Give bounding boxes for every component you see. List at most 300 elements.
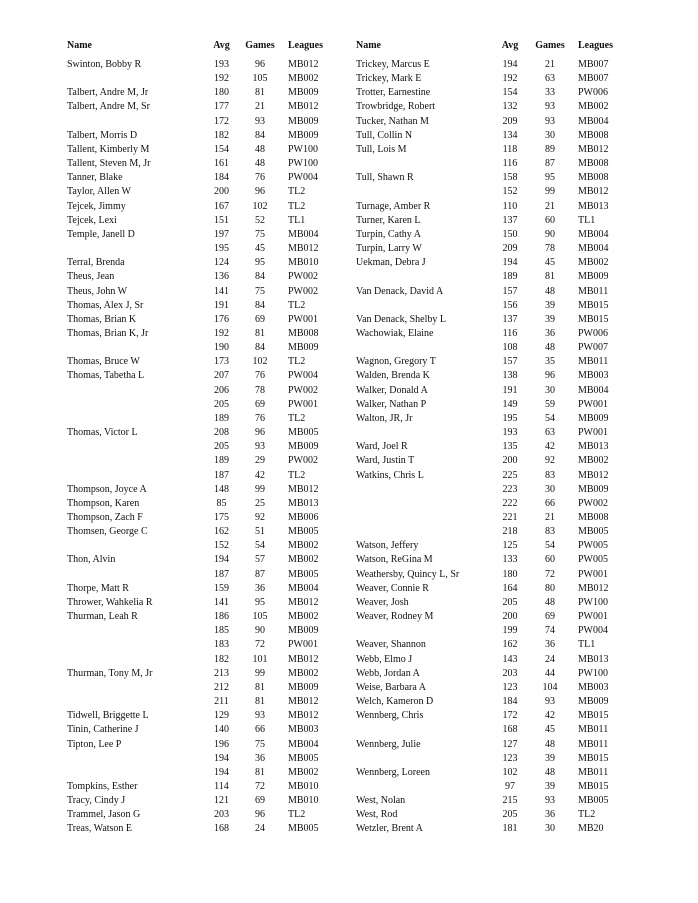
league-cell: MB008 (578, 158, 609, 170)
avg-cell: 148 (214, 483, 229, 495)
league-cell: MB011 (578, 285, 609, 297)
games-cell: 69 (545, 611, 555, 623)
table-row (356, 653, 634, 667)
league-cell: MB011 (578, 738, 609, 750)
name-cell (356, 723, 492, 737)
league-cell: TL2 (288, 200, 306, 212)
avg-cell: 194 (502, 257, 518, 269)
name-cell: Ward, Justin T (356, 455, 415, 467)
table-row (67, 355, 346, 369)
name-cell (67, 412, 205, 426)
right-column-block (356, 39, 634, 837)
name-cell: Thomas, Brian K, Jr (67, 327, 149, 339)
league-cell: MB002 (288, 540, 319, 552)
avg-cell: 194 (502, 59, 518, 70)
name-cell: Trotter, Earnestine (356, 87, 431, 99)
name-cell: Tinin, Catherine J (67, 724, 139, 736)
name-cell: Webb, Elmo J (356, 653, 413, 665)
name-cell (67, 681, 205, 695)
avg-cell: 97 (505, 780, 515, 792)
league-cell: PW100 (578, 596, 608, 608)
league-cell: MB009 (288, 342, 319, 354)
table-row (67, 822, 346, 836)
table-row (356, 157, 634, 171)
table-row (67, 709, 346, 723)
name-cell: Terral, Brenda (67, 257, 125, 269)
name-cell (67, 539, 205, 553)
table-row (356, 582, 634, 596)
table-row (356, 667, 634, 681)
games-cell: 39 (545, 752, 555, 764)
league-cell: PW001 (578, 398, 608, 410)
name-cell: Wetzler, Brent A (356, 823, 423, 835)
table-row (356, 384, 634, 398)
games-cell: 63 (545, 427, 555, 439)
games-cell: 42 (545, 710, 555, 722)
league-cell: MB005 (288, 427, 319, 439)
name-cell: Temple, Janell D (67, 228, 135, 240)
avg-cell: 157 (502, 285, 518, 297)
avg-cell: 168 (214, 823, 229, 835)
avg-cell: 207 (214, 370, 229, 382)
league-cell: MB015 (578, 780, 609, 792)
league-cell: PW004 (578, 625, 608, 637)
table-row (67, 723, 346, 737)
games-cell: 48 (545, 342, 555, 354)
games-cell: 63 (545, 73, 555, 85)
league-cell: MB012 (288, 243, 319, 255)
name-cell: Tanner, Blake (67, 172, 123, 184)
name-cell: Talbert, Morris D (67, 129, 138, 141)
league-cell: MB002 (288, 766, 319, 778)
games-cell: 83 (545, 526, 555, 538)
avg-cell: 200 (502, 611, 518, 623)
avg-cell: 154 (214, 143, 229, 155)
name-cell (67, 653, 205, 667)
games-cell: 29 (255, 455, 265, 467)
games-cell: 102 (252, 200, 268, 212)
league-cell: PW001 (578, 568, 608, 580)
avg-cell: 197 (214, 228, 229, 240)
league-cell: MB009 (288, 87, 319, 99)
name-cell (356, 270, 492, 284)
avg-cell: 121 (214, 795, 229, 807)
name-cell: Turpin, Cathy A (356, 228, 421, 240)
table-row (67, 228, 346, 242)
avg-cell: 150 (502, 228, 518, 240)
games-cell: 99 (255, 667, 265, 679)
league-cell: MB010 (288, 795, 319, 807)
table-row (67, 426, 346, 440)
avg-cell: 118 (502, 143, 518, 155)
name-cell: Van Denack, David A (356, 285, 444, 297)
games-cell: 76 (255, 172, 265, 184)
games-cell: 69 (255, 313, 265, 325)
name-cell (67, 752, 205, 766)
league-cell: PW007 (578, 342, 608, 354)
table-row (67, 610, 346, 624)
league-cell: MB002 (288, 73, 319, 85)
avg-cell: 140 (214, 724, 229, 736)
games-cell: 75 (255, 285, 265, 297)
avg-cell: 164 (502, 582, 518, 594)
league-cell: TL2 (288, 412, 306, 424)
league-cell: MB009 (578, 412, 609, 424)
games-cell: 93 (545, 696, 555, 708)
table-row (67, 483, 346, 497)
games-cell: 99 (255, 483, 265, 495)
table-row (356, 681, 634, 695)
league-cell: PW001 (578, 427, 608, 439)
league-cell: MB012 (288, 710, 319, 722)
avg-cell: 116 (502, 327, 518, 339)
name-cell: Thomsen, George C (67, 526, 148, 538)
games-cell: 81 (255, 327, 265, 339)
league-cell: MB20 (578, 823, 604, 835)
name-cell: Swinton, Bobby R (67, 59, 142, 70)
avg-cell: 152 (502, 186, 518, 198)
games-cell: 96 (545, 370, 555, 382)
games-cell: 92 (545, 455, 555, 467)
league-cell: TL2 (288, 299, 306, 311)
avg-cell: 175 (214, 512, 229, 523)
games-header: Games (535, 40, 565, 51)
name-cell: Ward, Joel R (356, 441, 408, 453)
league-cell: PW002 (578, 497, 608, 509)
name-cell (356, 299, 492, 313)
games-cell: 42 (255, 469, 265, 481)
avg-cell: 129 (214, 710, 229, 722)
league-cell: MB004 (578, 115, 609, 127)
games-cell: 95 (255, 596, 265, 608)
avg-cell: 189 (214, 455, 229, 467)
name-cell: Theus, John W (67, 285, 128, 297)
games-cell: 84 (255, 129, 265, 141)
name-cell: Tull, Lois M (356, 143, 407, 155)
name-cell (67, 384, 205, 398)
name-cell: Weaver, Connie R (356, 582, 429, 594)
avg-cell: 176 (214, 313, 229, 325)
table-row (67, 553, 346, 567)
table-row (67, 369, 346, 383)
name-cell: Thurman, Tony M, Jr (67, 667, 153, 679)
avg-cell: 189 (214, 412, 229, 424)
name-cell (67, 242, 205, 256)
avg-cell: 196 (214, 738, 229, 750)
table-row (356, 200, 634, 214)
games-cell: 30 (545, 823, 555, 835)
games-cell: 24 (545, 653, 555, 665)
league-cell: MB008 (288, 327, 319, 339)
games-cell: 93 (545, 101, 555, 113)
name-cell (67, 115, 205, 129)
name-cell: Tallent, Kimberly M (67, 143, 150, 155)
games-cell: 76 (255, 370, 265, 382)
avg-cell: 125 (502, 540, 518, 552)
name-cell (67, 440, 205, 454)
name-cell (67, 568, 205, 582)
avg-cell: 184 (214, 172, 229, 184)
name-cell: Walker, Donald A (356, 384, 428, 396)
games-cell: 84 (255, 299, 265, 311)
table-row (67, 157, 346, 171)
table-row (67, 72, 346, 86)
league-cell: MB004 (288, 228, 319, 240)
table-row (67, 440, 346, 454)
league-cell: MB003 (288, 724, 319, 736)
table-row (67, 780, 346, 794)
name-cell: Talbert, Andre M, Jr (67, 87, 149, 99)
name-cell: Thompson, Karen (67, 497, 140, 509)
avg-cell: 161 (214, 158, 229, 170)
name-cell: Tejcek, Jimmy (67, 200, 126, 212)
table-row (67, 100, 346, 114)
avg-cell: 162 (214, 526, 229, 538)
games-cell: 99 (545, 186, 555, 198)
avg-cell: 149 (502, 398, 518, 410)
avg-cell: 167 (214, 200, 229, 212)
league-cell: MB005 (288, 526, 319, 538)
games-cell: 83 (545, 469, 555, 481)
league-cell: MB012 (288, 483, 319, 495)
table-row (67, 469, 346, 483)
avg-cell: 183 (214, 639, 229, 651)
name-header: Name (67, 40, 92, 51)
games-cell: 35 (545, 356, 555, 368)
table-row (356, 341, 634, 355)
games-cell: 81 (545, 271, 555, 283)
league-cell: MB005 (288, 752, 319, 764)
league-cell: TL2 (578, 809, 596, 821)
avg-cell: 200 (502, 455, 518, 467)
games-cell: 30 (545, 483, 555, 495)
games-cell: 21 (545, 200, 555, 212)
league-cell: MB002 (578, 101, 609, 113)
league-cell: MB009 (288, 129, 319, 141)
name-cell: Thomas, Brian K (67, 313, 137, 325)
games-cell: 102 (252, 356, 268, 368)
name-cell: Tidwell, Briggette L (67, 710, 149, 722)
avg-cell: 191 (214, 299, 229, 311)
name-cell: Tipton, Lee P (67, 738, 122, 750)
name-cell (356, 483, 492, 497)
name-cell: Trowbridge, Robert (356, 101, 436, 113)
games-cell: 48 (545, 596, 555, 608)
league-cell: MB012 (288, 696, 319, 708)
table-row (356, 327, 634, 341)
avg-cell: 205 (502, 809, 518, 821)
name-cell (67, 766, 205, 780)
table-row (356, 355, 634, 369)
name-cell (356, 426, 492, 440)
games-cell: 48 (545, 738, 555, 750)
league-cell: MB009 (288, 115, 319, 127)
avg-cell: 123 (502, 752, 518, 764)
table-row (67, 582, 346, 596)
avg-cell: 152 (214, 540, 229, 552)
games-cell: 95 (255, 257, 265, 269)
name-cell: Theus, Jean (67, 271, 115, 283)
league-cell: MB012 (288, 653, 319, 665)
games-cell: 42 (545, 441, 555, 453)
name-cell: Treas, Watson E (67, 823, 133, 835)
avg-cell: 135 (502, 441, 518, 453)
games-cell: 78 (545, 243, 555, 255)
name-cell: Thrower, Wahkelia R (67, 596, 153, 608)
table-row (356, 539, 634, 553)
league-cell: MB005 (288, 823, 319, 835)
league-cell: MB007 (578, 59, 609, 70)
league-cell: PW004 (288, 370, 318, 382)
games-header: Games (245, 40, 275, 51)
avg-cell: 184 (502, 696, 518, 708)
name-cell: Thompson, Joyce A (67, 483, 147, 495)
name-cell (356, 497, 492, 511)
avg-cell: 108 (502, 342, 518, 354)
games-cell: 54 (545, 540, 555, 552)
games-cell: 54 (255, 540, 265, 552)
league-cell: PW004 (288, 172, 318, 184)
games-cell: 78 (255, 384, 265, 396)
name-cell: Van Denack, Shelby L (356, 313, 446, 325)
avg-cell: 124 (214, 257, 229, 269)
games-cell: 51 (255, 526, 265, 538)
name-cell: Trickey, Mark E (356, 73, 422, 85)
table-row (67, 638, 346, 652)
league-cell: MB011 (578, 356, 609, 368)
name-cell: Tejcek, Lexi (67, 214, 117, 226)
name-cell: Weise, Barbara A (356, 681, 426, 693)
name-cell: Wennberg, Julie (356, 738, 421, 750)
avg-cell: 203 (214, 809, 229, 821)
games-cell: 96 (255, 809, 265, 821)
left-bowler-table (67, 39, 346, 837)
league-cell: TL1 (578, 214, 596, 226)
table-row (356, 242, 634, 256)
games-cell: 72 (255, 639, 265, 651)
league-cell: MB011 (578, 766, 609, 778)
name-cell: Wennberg, Chris (356, 710, 424, 722)
table-row (356, 440, 634, 454)
name-cell (356, 624, 492, 638)
avg-cell: 114 (214, 780, 229, 792)
name-cell: Turnage, Amber R (356, 200, 431, 212)
table-row (356, 299, 634, 313)
league-cell: MB003 (578, 370, 609, 382)
league-cell: MB012 (288, 59, 319, 70)
avg-cell: 116 (502, 158, 518, 170)
games-cell: 30 (545, 384, 555, 396)
table-row (356, 624, 634, 638)
table-row (67, 568, 346, 582)
games-cell: 69 (255, 795, 265, 807)
name-cell: Trammel, Jason G (67, 809, 141, 821)
name-cell: Tompkins, Esther (67, 780, 138, 792)
games-cell: 74 (545, 625, 555, 637)
avg-cell: 215 (502, 795, 518, 807)
table-row (67, 653, 346, 667)
table-row (67, 214, 346, 228)
games-cell: 93 (545, 115, 555, 127)
table-row (356, 228, 634, 242)
name-cell: Uekman, Debra J (356, 257, 426, 269)
games-cell: 93 (255, 441, 265, 453)
avg-cell: 141 (214, 285, 229, 297)
leagues-header: Leagues (288, 40, 323, 51)
table-row (356, 58, 634, 72)
games-cell: 104 (542, 681, 558, 693)
league-cell: MB004 (288, 582, 319, 594)
avg-cell: 192 (502, 73, 518, 85)
games-cell: 36 (255, 582, 265, 594)
avg-cell: 187 (214, 469, 229, 481)
right-bowler-table (356, 39, 634, 837)
league-cell: MB009 (288, 441, 319, 453)
league-cell: PW001 (288, 639, 318, 651)
avg-header: Avg (213, 40, 230, 51)
league-cell: MB012 (288, 101, 319, 113)
left-header-row (67, 39, 346, 58)
avg-cell: 193 (214, 59, 229, 70)
league-cell: MB005 (288, 568, 319, 580)
name-cell: Tull, Collin N (356, 129, 413, 141)
name-cell: Trickey, Marcus E (356, 59, 430, 70)
avg-cell: 221 (502, 512, 518, 523)
games-cell: 87 (545, 158, 555, 170)
table-row (67, 327, 346, 341)
games-cell: 45 (545, 257, 555, 269)
table-row (356, 185, 634, 199)
league-cell: PW005 (578, 554, 608, 566)
table-row (356, 709, 634, 723)
games-cell: 81 (255, 766, 265, 778)
name-cell: Watson, ReGina M (356, 554, 433, 566)
name-cell: Thon, Alvin (67, 554, 116, 566)
league-cell: MB004 (288, 738, 319, 750)
avg-cell: 222 (502, 497, 518, 509)
table-row (67, 539, 346, 553)
league-cell: MB015 (578, 313, 609, 325)
games-cell: 45 (255, 243, 265, 255)
avg-cell: 186 (214, 611, 229, 623)
games-cell: 57 (255, 554, 265, 566)
name-cell: Thompson, Zach F (67, 512, 143, 523)
league-cell: MB005 (578, 795, 609, 807)
league-cell: MB002 (578, 455, 609, 467)
games-cell: 93 (255, 115, 265, 127)
table-row (356, 143, 634, 157)
league-cell: TL2 (288, 469, 306, 481)
league-cell: PW005 (578, 540, 608, 552)
name-cell: Wagnon, Gregory T (356, 356, 436, 368)
table-row (356, 695, 634, 709)
name-cell: Turpin, Larry W (356, 243, 422, 255)
league-cell: MB013 (578, 653, 609, 665)
avg-cell: 141 (214, 596, 229, 608)
table-row (356, 808, 634, 822)
games-cell: 90 (545, 228, 555, 240)
games-cell: 54 (545, 412, 555, 424)
name-cell: Watson, Jeffery (356, 540, 419, 552)
games-cell: 44 (545, 667, 555, 679)
avg-cell: 225 (502, 469, 518, 481)
avg-cell: 218 (502, 526, 518, 538)
table-row (356, 511, 634, 525)
avg-cell: 132 (502, 101, 518, 113)
table-row (67, 129, 346, 143)
table-row (356, 780, 634, 794)
league-cell: MB009 (578, 271, 609, 283)
